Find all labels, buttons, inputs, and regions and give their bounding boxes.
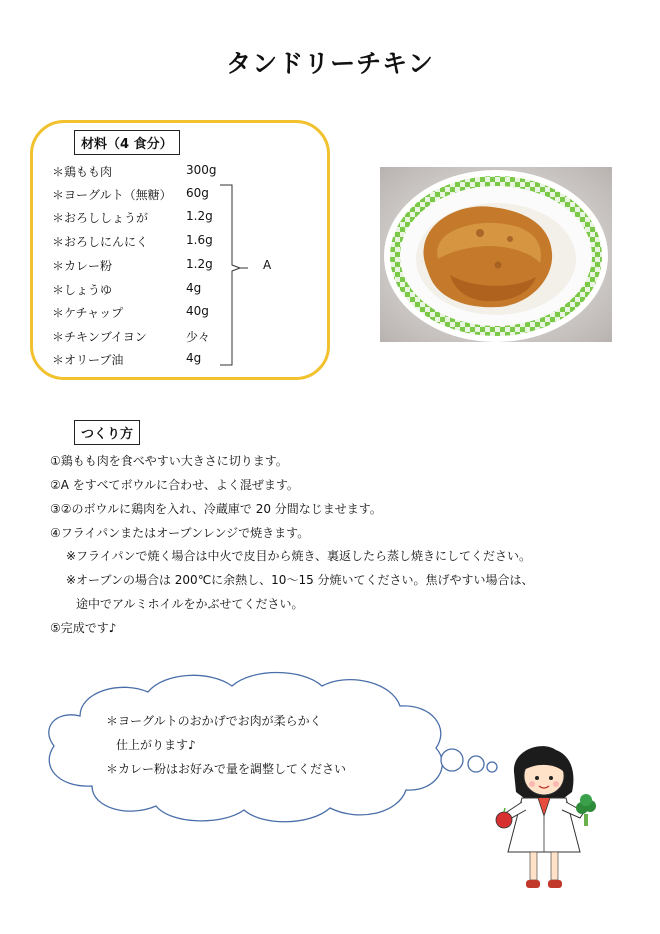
- ingredient-name: ＊おろししょうが: [52, 211, 149, 225]
- ingredient-amount: 4g: [186, 351, 202, 365]
- ingredient-amount: 1.6g: [186, 233, 213, 247]
- ingredient-amount: 40g: [186, 304, 209, 318]
- step-text: ②A をすべてボウルに合わせ、よく混ぜます。: [50, 478, 299, 492]
- ingredient-amount: 1.2g: [186, 257, 213, 271]
- ingredient-amount: 300g: [186, 163, 217, 177]
- ingredient-name: ＊鶏もも肉: [52, 165, 113, 179]
- note-text: 途中でアルミホイルをかぶせてください。: [76, 597, 304, 611]
- ingredient-name: ＊ヨーグルト（無糖）: [52, 188, 172, 202]
- ingredient-name: ＊チキンブイヨン: [52, 330, 147, 344]
- note-text: ※オーブンの場合は 200℃に余熱し、10～15 分焼いてください。焦げやすい場合は、: [66, 573, 534, 587]
- group-label: A: [263, 258, 272, 272]
- note-text: ※フライパンで焼く場合は中火で皮目から焼き、裏返したら蒸し焼きにしてください。: [66, 549, 531, 563]
- ingredient-amount: 60g: [186, 186, 209, 200]
- thought-cloud-icon: [40, 668, 500, 826]
- step-text: ③②のボウルに鶏肉を入れ、冷蔵庫で 20 分間なじませます。: [50, 502, 382, 516]
- method-heading: つくり方: [74, 420, 140, 445]
- ingredient-amount: 1.2g: [186, 209, 213, 223]
- ingredient-amount: 4g: [186, 281, 202, 295]
- tandoori-chicken-photo: [380, 167, 612, 342]
- step-text: ④フライパンまたはオーブンレンジで焼きます。: [50, 526, 310, 540]
- tip-text: ＊カレー粉はお好みで量を調整してください: [106, 762, 347, 776]
- ingredient-name: ＊しょうゆ: [52, 283, 113, 297]
- ingredient-name: ＊おろしにんにく: [52, 235, 149, 249]
- step-text: ⑤完成です♪: [50, 621, 117, 635]
- group-bracket-icon: [218, 183, 248, 367]
- tip-text: ＊ヨーグルトのおかげでお肉が柔らかく: [106, 714, 322, 728]
- step-text: ①鶏もも肉を食べやすい大きさに切ります。: [50, 454, 288, 468]
- ingredient-name: ＊カレー粉: [52, 259, 113, 273]
- ingredients-heading: 材料（4 食分）: [74, 130, 180, 155]
- ingredient-name: ＊ケチャップ: [52, 306, 124, 320]
- tip-text: 仕上がります♪: [116, 738, 196, 752]
- ingredient-amount: 少々: [186, 330, 211, 344]
- nutritionist-girl-illustration: [494, 742, 604, 892]
- ingredient-name: ＊オリーブ油: [52, 353, 124, 367]
- page-title: タンドリーチキン: [226, 49, 434, 78]
